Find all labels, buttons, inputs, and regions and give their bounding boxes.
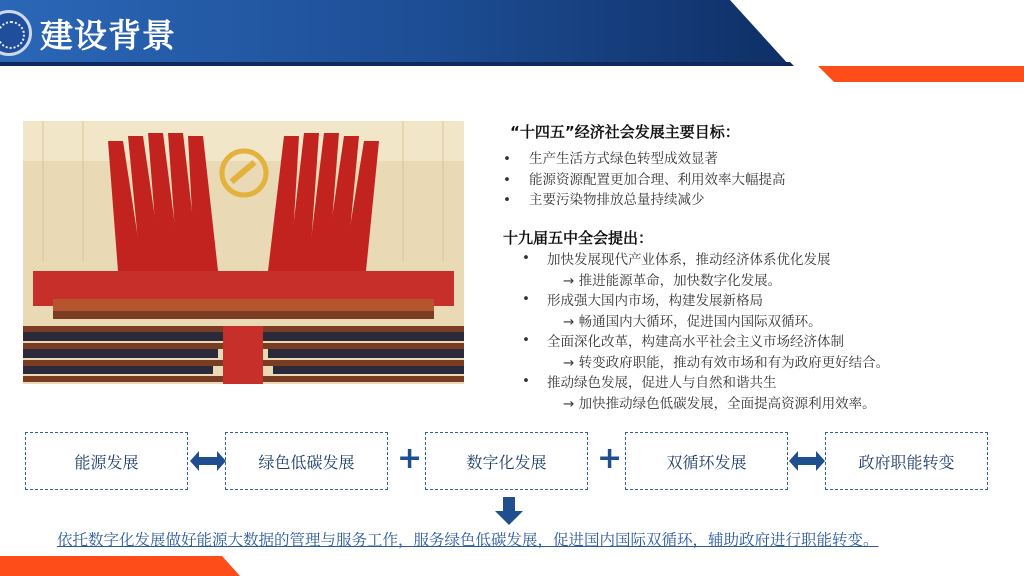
goal-item: • 能源资源配置更加合理、利用效率大幅提高 (503, 170, 786, 191)
double-arrow-icon (190, 450, 226, 472)
plenum-item-sub: → 畅通国内大循环，促进国内国际双循环。 (563, 313, 822, 330)
plenum-item-main: • 加快发展现代产业体系，推动经济体系优化发展 (547, 252, 831, 268)
goals-list (503, 149, 786, 211)
flow-box-energy: 能源发展 (25, 432, 188, 490)
footer-bar (0, 556, 1024, 576)
summary-text: 依托数字化发展做好能源大数据的管理与服务工作，服务绿色低碳发展，促进国内国际双循环，辅助政府进行职能转变。 (57, 531, 879, 549)
header-bar (0, 0, 1024, 82)
flow-box-government-transform: 政府职能转变 (825, 432, 988, 490)
plenum-item-sub: → 转变政府职能，推动有效市场和有为政府更好结合。 (563, 354, 890, 371)
plenum-list (522, 250, 889, 414)
goals-heading: “十四五”经济社会发展主要目标： (510, 123, 740, 141)
plus-icon: + (397, 441, 423, 476)
plenum-item (522, 291, 889, 332)
page-title: 建设背景 (40, 16, 176, 55)
plus-icon: + (597, 441, 623, 476)
plenum-item (522, 373, 889, 414)
plenum-item-main: • 形成强大国内市场，构建发展新格局 (547, 293, 763, 309)
plenary-session-photo (23, 121, 464, 384)
plenum-item-sub: → 推进能源革命，加快数字化发展。 (563, 272, 782, 289)
flow-box-dual-circulation: 双循环发展 (625, 432, 788, 490)
double-arrow-icon (789, 450, 825, 472)
down-arrow-icon (495, 497, 523, 525)
plenum-heading: 十九届五中全会提出： (503, 229, 654, 247)
plenum-item-sub: → 加快推动绿色低碳发展，全面提高资源利用效率。 (563, 395, 876, 412)
flow-box-digital: 数字化发展 (425, 432, 588, 490)
plenum-item (522, 250, 889, 291)
goal-item: • 主要污染物排放总量持续减少 (503, 190, 786, 211)
goal-item: • 生产生活方式绿色转型成效显著 (503, 149, 786, 170)
plenum-item-main: • 推动绿色发展，促进人与自然和谐共生 (547, 375, 777, 391)
plenum-item (522, 332, 889, 373)
flow-box-green-lowcarbon: 绿色低碳发展 (225, 432, 388, 490)
plenum-item-main: • 全面深化改革，构建高水平社会主义市场经济体制 (547, 334, 844, 350)
